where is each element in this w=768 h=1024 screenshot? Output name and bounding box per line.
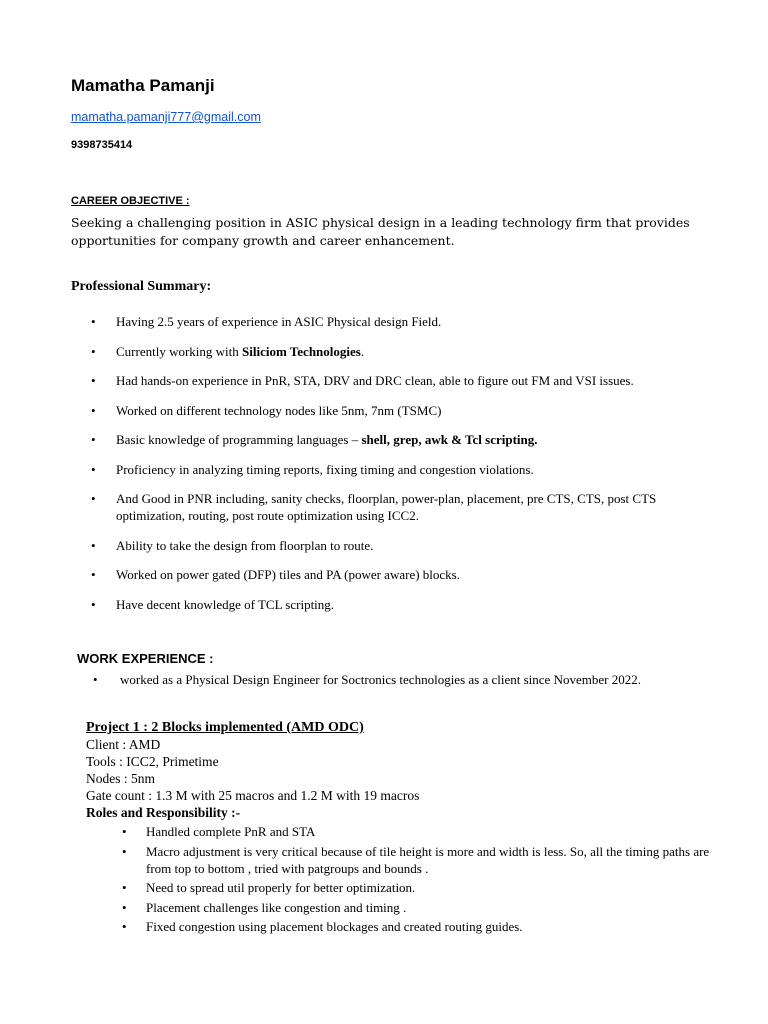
summary-item-text: Having 2.5 years of experience in ASIC Physical design Field. [116, 314, 442, 329]
summary-item [91, 372, 711, 389]
work-experience-item [93, 671, 733, 688]
project-nodes: Nodes : 5nm [86, 771, 155, 786]
bullet: • [91, 567, 96, 582]
summary-item-text: Had hands-on experience in PnR, STA, DRV and DRC clean, able to figure out FM and VSI issues. [116, 373, 634, 388]
summary-item-bold: Siliciom Technologies [242, 343, 361, 359]
project-gate-count: Gate count : 1.3 M with 25 macros and 1.2 M with 19 macros [86, 788, 420, 803]
role-item [122, 843, 712, 877]
summary-item-text: Basic knowledge of programming languages – [116, 432, 362, 447]
summary-item [91, 566, 711, 583]
summary-item [91, 343, 711, 360]
bullet: • [91, 537, 96, 553]
summary-item-text: Currently working with [116, 343, 243, 359]
bullet: • [122, 843, 127, 859]
career-objective-text: Seeking a challenging position in ASIC physical design in a leading technology firm that provides opportunities for company growth and career enhancement. [71, 215, 690, 248]
bullet: • [91, 373, 96, 388]
project-title: Project 1 : 2 Blocks implemented (AMD ODC) [86, 720, 364, 735]
role-item [122, 823, 712, 840]
bullet: • [122, 899, 127, 915]
summary-item-text: Proficiency in analyzing timing reports, fixing timing and congestion violations. [116, 461, 534, 477]
summary-item-bold: shell, grep, awk & Tcl scripting. [361, 432, 538, 447]
project-block [86, 719, 706, 821]
candidate-name: Mamatha Pamanji [71, 76, 215, 95]
summary-item [91, 461, 711, 478]
bullet: • [91, 314, 96, 329]
summary-item-text: Worked on power gated (DFP) tiles and PA (power aware) blocks. [116, 567, 460, 582]
role-item [122, 899, 712, 916]
work-experience-text: worked as a Physical Design Engineer for Soctronics technologies as a client since November 2022. [120, 672, 641, 687]
bullet: • [122, 880, 127, 895]
project-tools: Tools : ICC2, Primetime [86, 754, 219, 769]
phone-number: 9398735414 [71, 139, 133, 151]
summary-item [91, 596, 711, 613]
summary-item [91, 402, 711, 419]
bullet: • [91, 461, 96, 477]
summary-item [91, 537, 711, 554]
role-item [122, 879, 712, 896]
professional-summary-list [91, 313, 711, 625]
roles-heading: Roles and Responsibility :- [86, 805, 241, 820]
project-client: Client : AMD [86, 737, 161, 752]
role-item [122, 918, 712, 935]
role-item-text: Macro adjustment is very critical because of tile height is more and width is less. So, all the timing paths are from top to bottom , tried with patgroups and bounds . [146, 843, 710, 876]
summary-item [91, 313, 711, 330]
bullet: • [122, 824, 127, 839]
role-item-text: Placement challenges like congestion and timing . [146, 899, 407, 915]
summary-item-suffix: . [360, 343, 365, 359]
summary-item-text: Ability to take the design from floorplan to route. [116, 537, 374, 553]
bullet: • [91, 491, 96, 506]
bullet: • [91, 596, 96, 612]
summary-item-text: Have decent knowledge of TCL scripting. [116, 596, 335, 612]
summary-item-text: Worked on different technology nodes like 5nm, 7nm (TSMC) [116, 402, 442, 418]
summary-item-text: And Good in PNR including, sanity checks, floorplan, power-plan, placement, pre CTS, CTS, post CTS optimization, routing, post route optimization using ICC2. [116, 491, 657, 523]
professional-summary-heading: Professional Summary: [71, 279, 212, 294]
work-experience-heading: WORK EXPERIENCE : [77, 651, 214, 666]
bullet: • [91, 402, 96, 418]
career-objective-heading: CAREER OBJECTIVE : [71, 195, 190, 207]
bullet: • [91, 343, 96, 359]
bullet: • [91, 432, 96, 447]
summary-item [91, 431, 711, 448]
role-item-text: Handled complete PnR and STA [146, 824, 316, 839]
email-link[interactable]: mamatha.pamanji777@gmail.com [71, 110, 261, 124]
bullet: • [93, 672, 98, 687]
bullet: • [122, 919, 127, 934]
role-item-text: Fixed congestion using placement blockages and created routing guides. [146, 919, 523, 934]
role-item-text: Need to spread util properly for better optimization. [146, 880, 416, 895]
summary-item [91, 490, 711, 524]
roles-list [122, 823, 712, 938]
